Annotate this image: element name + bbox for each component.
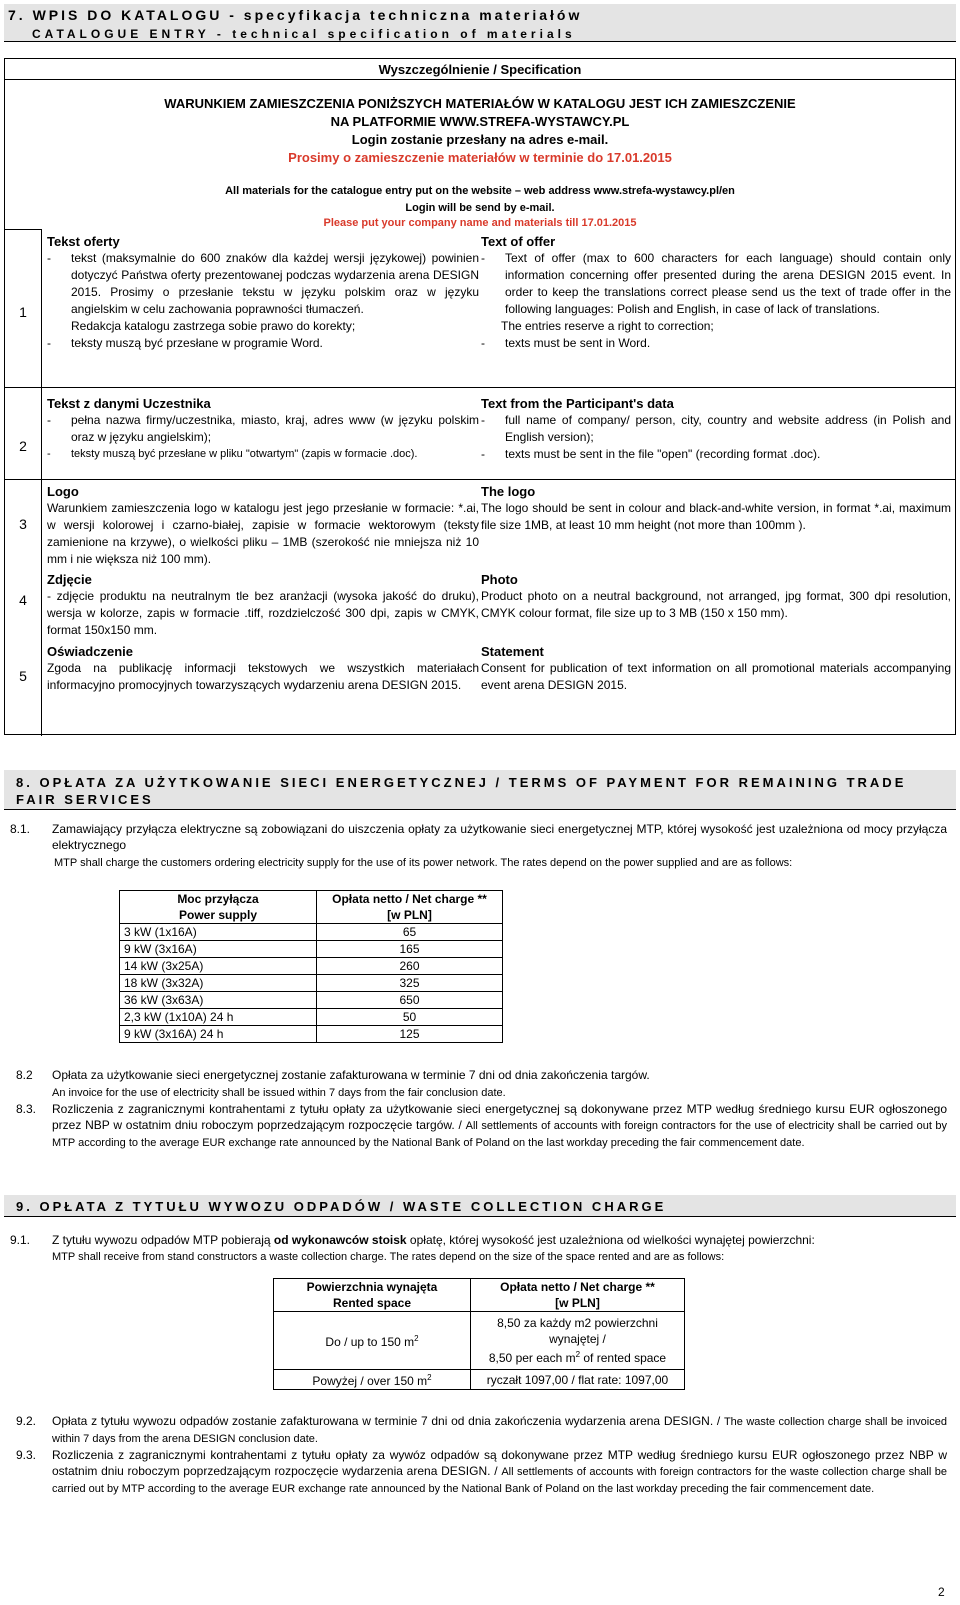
row-1-pl-item-1: tekst (maksymalnie do 600 znaków dla każdej wersji językowej) powinien dotyczyć Państwa oferty prezentowanej podczas wydarzenia arena DESIGN 2015. Prosimy o przesłanie tekstu w języku polskim oraz w języku angielskim w celu zachowania poprawności tłumaczeń. bbox=[71, 251, 479, 316]
list-item: - Text of offer (max to 600 characters for each language) should contain only information concerning offer presented during the arena DESIGN 2015 event. In order to keep the translations correct please send us the text of trade offer in the following languages: Polish and English, in case of lack of translations. bbox=[481, 251, 951, 316]
row-1-pl-item-2: teksty muszą być przesłane w programie Word. bbox=[71, 336, 323, 350]
para-9-1-pl-a: Z tytułu wywozu odpadów MTP pobierają bbox=[52, 1233, 274, 1247]
para-9-1-english: MTP shall receive from stand constructors a waste collection charge. The rates depend on the size of the space rented and are as follows: bbox=[52, 1251, 725, 1263]
table-row bbox=[120, 1009, 503, 1026]
fee-line-3a: 8,50 per each m bbox=[488, 1351, 576, 1365]
fee-header bbox=[317, 891, 503, 924]
en-intro-deadline: Please put your company name and materials till 17.01.2015 bbox=[323, 217, 637, 229]
para-8-2-english: An invoice for the use of electricity shall be issued within 7 days from the fair conclusion date. bbox=[52, 1087, 506, 1099]
para-8-3-english: All settlements of accounts with foreign contractors for the use of electricity shall be carried out by MTP according to the average EUR exchange rate announced by the National Bank of Poland on the last workday preceding the fair commencement date. bbox=[52, 1120, 947, 1149]
row-5-pl-text: Zgoda na publikację informacji tekstowych we wszystkich materiałach informacyjno promocyjnych towarzyszących wydarzeniu arena DESIGN 2015. bbox=[47, 661, 479, 692]
space-cell bbox=[274, 1312, 471, 1370]
row-1-en-item-1: Text of offer (max to 600 characters for each language) should contain only information concerning offer presented during the arena DESIGN 2015 event. In order to keep the translations correct please send us the text of trade offer in the following languages: Polish and English, in case of lack of translations. bbox=[505, 251, 951, 316]
row-4-pl-text: - zdjęcie produktu na neutralnym tle bez aranżacji (wysoka jakość do druku), wersja w kolorze, zapis w formacie .tiff, rozdzielczość 300 dpi, zapis w CMYK, format 150x150 mm. bbox=[47, 589, 479, 637]
fee-line-3b: of rented space bbox=[580, 1351, 667, 1365]
power-rates-table bbox=[119, 890, 503, 1043]
fee-line-1: 8,50 za każdy m2 powierzchni bbox=[497, 1316, 658, 1330]
power-header bbox=[120, 891, 317, 924]
waste-fee-header-unit: [w PLN] bbox=[555, 1296, 600, 1310]
row-2-pl-item-2: teksty muszą być przesłane w pliku "otwartym" (zapis w formacie .doc). bbox=[71, 448, 418, 460]
space-header bbox=[274, 1279, 471, 1312]
section-8-header: 8. OPŁATA ZA UŻYTKOWANIE SIECI ENERGETYCZNEJ / TERMS OF PAYMENT FOR REMAINING TRADE FAIR SERVICES bbox=[4, 770, 956, 810]
pl-intro-3: Login zostanie przesłany na adres e-mail. bbox=[351, 132, 609, 147]
list-item: - pełna nazwa firmy/uczestnika, miasto, kraj, adres www (w języku polskim oraz w języku angielskim); bbox=[47, 413, 479, 444]
pl-intro-2: NA PLATFORMIE WWW.STREFA-WYSTAWCY.PL bbox=[330, 114, 630, 129]
power-cell: 2,3 kW (1x10A) 24 h bbox=[120, 1009, 317, 1026]
waste-fee-cell bbox=[471, 1312, 685, 1370]
row-1-english bbox=[481, 233, 951, 352]
para-8-2-polish: Opłata za użytkowanie sieci energetycznej zostanie zafakturowana w terminie 7 dni od dnia zakończenia targów. bbox=[52, 1068, 650, 1082]
table-row bbox=[274, 1312, 685, 1370]
fee-cell: 50 bbox=[317, 1009, 503, 1026]
row-1-pl-note: Redakcja katalogu zastrzega sobie prawo do korekty; bbox=[71, 319, 356, 333]
para-8-3-polish: Rozliczenia z zagranicznymi kontrahentami z tytułu opłaty za użytkowanie sieci energetycznej są dokonywane przez MTP według średniego kursu EUR ogłoszonego przez NBP w ostatnim dniu roboczym poprzedzającym rozpoczęcie targów. / bbox=[52, 1102, 947, 1132]
para-9-3-polish: Rozliczenia z zagranicznymi kontrahentami z tytułu opłaty za wywóz odpadów są dokonywane przez MTP według średniego kursu EUR ogłoszonego przez NBP w ostatnim dniu roboczym poprzedzającym rozpoczęcie wydarzenia arena DESIGN. / bbox=[52, 1448, 947, 1478]
waste-fee-header bbox=[471, 1279, 685, 1312]
power-cell: 36 kW (3x63A) bbox=[120, 992, 317, 1009]
divider bbox=[5, 229, 42, 230]
row-3-pl-text: Warunkiem zamieszczenia logo w katalogu jest jego przesłanie w formacie: *.ai, w wersji kolorowej i czarno-białej, zapisie w formacie wektorowym (teksty zamienione na krzywe), o wielkości pliku – 1MB (szerokość nie mniejsza niż 10 mm i nie większa niż 100 mm). bbox=[47, 501, 479, 566]
table-row bbox=[120, 975, 503, 992]
para-9-2-number: 9.2. bbox=[16, 1414, 37, 1428]
divider bbox=[5, 479, 955, 480]
row-3-english bbox=[481, 483, 951, 534]
pl-intro-deadline: Prosimy o zamieszczenie materiałów w terminie do 17.01.2015 bbox=[288, 150, 672, 165]
table-row bbox=[120, 924, 503, 941]
row-2-pl-title: Tekst z danymi Uczestnika bbox=[47, 396, 211, 411]
list-item: - teksty muszą być przesłane w pliku "otwartym" (zapis w formacie .doc). bbox=[47, 446, 479, 463]
row-2-polish bbox=[47, 395, 479, 463]
row-4-en-text: Product photo on a neutral background, not arranged, jpg format, 300 dpi resolution, CMYK colour format, file size up to 3 MB (150 x 150 mm). bbox=[481, 589, 951, 620]
waste-fee-cell: ryczałt 1097,00 / flat rate: 1097,00 bbox=[471, 1370, 685, 1390]
fee-cell: 325 bbox=[317, 975, 503, 992]
fee-cell: 65 bbox=[317, 924, 503, 941]
power-cell: 9 kW (3x16A) bbox=[120, 941, 317, 958]
power-cell: 9 kW (3x16A) 24 h bbox=[120, 1026, 317, 1043]
row-1-en-item-2: texts must be sent in Word. bbox=[505, 336, 651, 350]
waste-rates-table bbox=[273, 1278, 685, 1390]
row-1-en-note: The entries reserve a right to correction; bbox=[501, 319, 714, 333]
para-9-3-text bbox=[52, 1447, 947, 1497]
para-9-3-number: 9.3. bbox=[16, 1448, 37, 1462]
spec-header: Wyszczególnienie / Specification bbox=[378, 62, 582, 77]
superscript: 2 bbox=[427, 1373, 432, 1382]
row-4-pl-title: Zdjęcie bbox=[47, 572, 92, 587]
list-item: - texts must be sent in the file "open" (recording format .doc). bbox=[481, 446, 951, 463]
para-9-3-english: All settlements of accounts with foreign contractors for the waste collection charge shall be carried out by MTP according to the average EUR exchange rate announced by the National Bank of Poland on the last workday preceding the fair commencement date. bbox=[52, 1466, 947, 1495]
table-row bbox=[120, 958, 503, 975]
power-cell: 14 kW (3x25A) bbox=[120, 958, 317, 975]
row-number-5: 5 bbox=[19, 668, 27, 684]
row-2-english bbox=[481, 395, 951, 463]
fee-cell: 260 bbox=[317, 958, 503, 975]
row-number-2: 2 bbox=[19, 438, 27, 454]
row-2-en-title: Text from the Participant's data bbox=[481, 396, 674, 411]
pl-intro-1: WARUNKIEM ZAMIESZCZENIA PONIŻSZYCH MATERIAŁÓW W KATALOGU JEST ICH ZAMIESZCZENIE bbox=[164, 96, 796, 111]
row-5-english bbox=[481, 643, 951, 694]
section-7-header bbox=[4, 4, 956, 42]
row-3-pl-title: Logo bbox=[47, 484, 79, 499]
para-9-1-number: 9.1. bbox=[10, 1233, 31, 1247]
list-item: - texts must be sent in Word. bbox=[481, 335, 951, 352]
space-label: Do / up to 150 m bbox=[325, 1335, 415, 1349]
row-number-4: 4 bbox=[19, 592, 27, 608]
power-cell: 18 kW (3x32A) bbox=[120, 975, 317, 992]
para-9-2-english: The waste collection charge shall be invoiced within 7 days from the arena DESIGN conclusion date. bbox=[52, 1416, 947, 1445]
row-2-en-item-2: texts must be sent in the file "open" (recording format .doc). bbox=[505, 447, 821, 461]
section-7-title: 7. WPIS DO KATALOGU - specyfikacja techniczna materiałów bbox=[8, 7, 583, 23]
list-item: - full name of company/ person, city, country and website address (in Polish and English version); bbox=[481, 413, 951, 444]
row-1-pl-title: Tekst oferty bbox=[47, 234, 120, 249]
row-4-polish bbox=[47, 571, 479, 639]
table-row bbox=[274, 1370, 685, 1390]
space-label: Powyżej / over 150 m bbox=[312, 1374, 428, 1388]
superscript: 2 bbox=[575, 1350, 581, 1359]
para-8-2-number: 8.2 bbox=[16, 1068, 33, 1082]
para-8-3-number: 8.3. bbox=[16, 1102, 37, 1116]
row-number-3: 3 bbox=[19, 516, 27, 532]
row-4-en-title: Photo bbox=[481, 572, 518, 587]
para-9-1-pl-c: opłatę, której wysokość jest uzależniona od wielkości wynajętej powierzchni: bbox=[406, 1233, 815, 1247]
para-9-2-text bbox=[52, 1413, 947, 1447]
section-7-subtitle: CATALOGUE ENTRY - technical specification of materials bbox=[32, 27, 576, 41]
list-item: - tekst (maksymalnie do 600 znaków dla każdej wersji językowej) powinien dotyczyć Państwa oferty prezentowanej podczas wydarzenia arena DESIGN 2015. Prosimy o przesłanie tekstu w języku polskim oraz w języku angielskim w celu zachowania poprawności tłumaczeń. bbox=[47, 251, 479, 316]
row-number-1: 1 bbox=[19, 304, 27, 320]
row-1-en-title: Text of offer bbox=[481, 234, 556, 249]
table-row bbox=[120, 941, 503, 958]
fee-header-pl: Opłata netto / Net charge ** bbox=[332, 892, 487, 906]
row-3-polish bbox=[47, 483, 479, 568]
fee-line-3 bbox=[475, 1347, 680, 1366]
superscript: 2 bbox=[414, 1334, 419, 1343]
row-2-pl-item-1: pełna nazwa firmy/uczestnika, miasto, kraj, adres www (w języku polskim oraz w języku angielskim); bbox=[71, 413, 479, 444]
para-8-1-polish: Zamawiający przyłącza elektryczne są zobowiązani do uiszczenia opłaty za użytkowanie sieci energetycznej MTP, której wysokość jest uzależniona od mocy przyłącza elektrycznego bbox=[52, 822, 947, 852]
para-8-1-english: MTP shall charge the customers ordering electricity supply for the use of its power network. The rates depend on the power supplied and are as follows: bbox=[54, 857, 793, 869]
para-9-2-polish: Opłata z tytułu wywozu odpadów zostanie zafakturowana w terminie 7 dni od dnia zakończenia wydarzenia arena DESIGN. / bbox=[52, 1414, 721, 1428]
row-2-en-item-1: full name of company/ person, city, country and website address (in Polish and English version); bbox=[505, 413, 951, 444]
divider bbox=[5, 79, 955, 80]
fee-cell: 650 bbox=[317, 992, 503, 1009]
row-5-en-title: Statement bbox=[481, 644, 544, 659]
row-3-en-title: The logo bbox=[481, 484, 536, 499]
row-1-polish bbox=[47, 233, 479, 352]
en-intro-2: Login will be send by e-mail. bbox=[405, 202, 555, 214]
fee-cell: 165 bbox=[317, 941, 503, 958]
row-5-en-text: Consent for publication of text information on all promotional materials accompanying event arena DESIGN 2015. bbox=[481, 661, 951, 692]
power-header-pl: Moc przyłącza bbox=[177, 892, 259, 906]
table-row bbox=[120, 1026, 503, 1043]
list-item: - teksty muszą być przesłane w programie Word. bbox=[47, 335, 479, 352]
row-4-english bbox=[481, 571, 951, 622]
page-number: 2 bbox=[938, 1585, 945, 1599]
en-intro-1: All materials for the catalogue entry put on the website – web address www.strefa-wystawcy.pl/en bbox=[225, 185, 735, 197]
space-header-pl: Powierzchnia wynajęta bbox=[306, 1280, 438, 1294]
table-row bbox=[120, 992, 503, 1009]
section-9-header: 9. OPŁATA Z TYTUŁU WYWOZU ODPADÓW / WASTE COLLECTION CHARGE bbox=[4, 1195, 956, 1217]
specification-table bbox=[4, 58, 956, 735]
power-cell: 3 kW (1x16A) bbox=[120, 924, 317, 941]
para-9-1-pl-bold: od wykonawców stoisk bbox=[273, 1233, 407, 1247]
row-3-en-text: The logo should be sent in colour and black-and-white version, in format *.ai, maximum file size 1MB, at least 10 mm height (not more than 100mm ). bbox=[481, 501, 951, 532]
row-5-polish bbox=[47, 643, 479, 694]
waste-fee-header-pl: Opłata netto / Net charge ** bbox=[500, 1280, 655, 1294]
divider bbox=[5, 387, 955, 388]
row-5-pl-title: Oświadczenie bbox=[47, 644, 133, 659]
fee-header-unit: [w PLN] bbox=[387, 908, 432, 922]
fee-cell: 125 bbox=[317, 1026, 503, 1043]
fee-line-2: wynajętej / bbox=[549, 1332, 606, 1346]
para-9-1-polish bbox=[52, 1232, 947, 1248]
para-8-3-text bbox=[52, 1101, 947, 1151]
space-header-en: Rented space bbox=[332, 1296, 412, 1310]
power-header-en: Power supply bbox=[178, 908, 258, 922]
para-8-1-number: 8.1. bbox=[10, 822, 31, 836]
space-cell bbox=[274, 1370, 471, 1390]
number-column-divider bbox=[41, 229, 42, 736]
